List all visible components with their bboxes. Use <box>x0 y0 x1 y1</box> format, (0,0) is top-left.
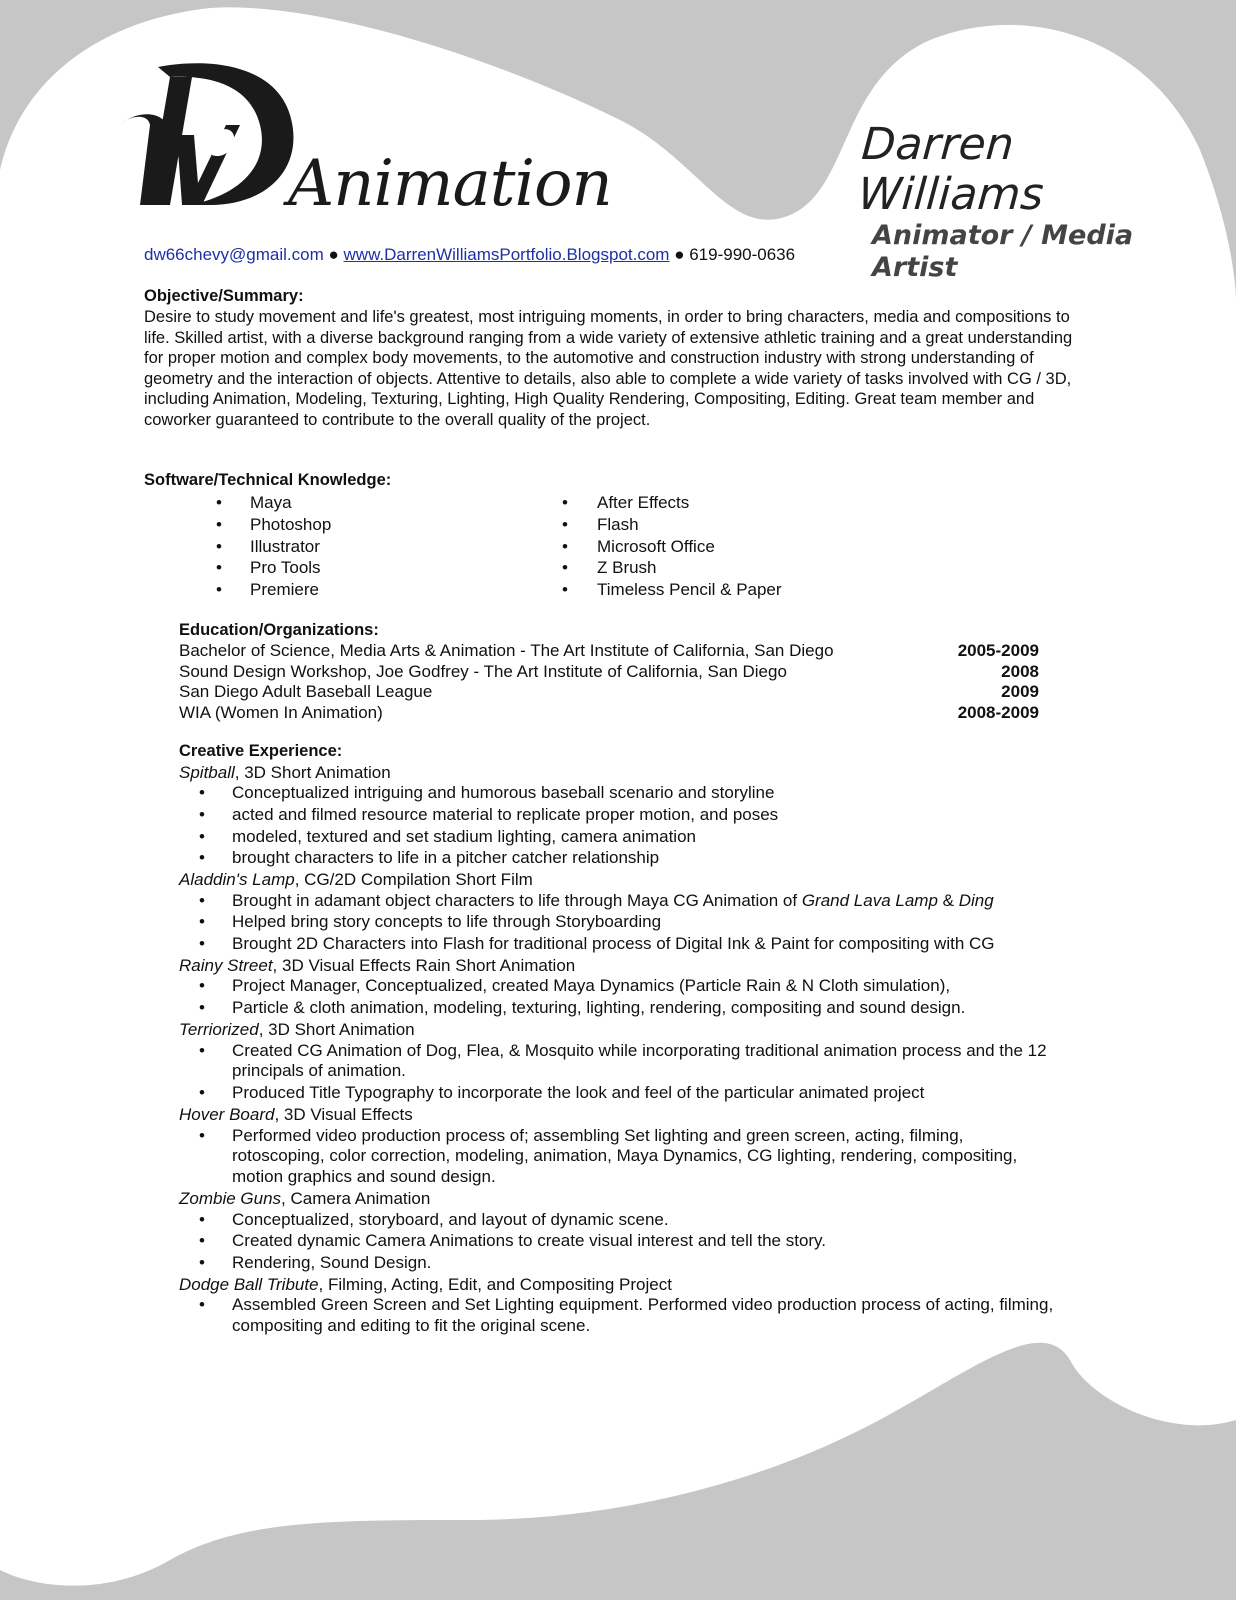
person-name: Darren Williams <box>856 119 1046 220</box>
project-title <box>179 869 1059 890</box>
project-name: Hover Board <box>179 1105 275 1125</box>
project-name: Zombie Guns <box>179 1189 282 1209</box>
education-name: San Diego Adult Baseball League <box>179 682 433 702</box>
project-bullet: • Produced Title Typography to incorporate the look and feel of the particular animated project <box>179 1083 1059 1105</box>
software-heading: Software/Technical Knowledge: <box>144 471 392 489</box>
software-list-left <box>144 492 494 601</box>
contact-line <box>144 245 795 265</box>
project-desc: , 3D Short Animation <box>258 1020 415 1040</box>
project-name: Terriorized <box>179 1020 259 1040</box>
project-bullet: • Project Manager, Conceptualized, created Maya Dynamics (Particle Rain & N Cloth simulation), <box>179 976 1059 998</box>
project-bullet: • Brought 2D Characters into Flash for traditional process of Digital Ink & Paint for compositing with CG <box>179 933 1059 955</box>
objective-heading: Objective/Summary: <box>144 287 304 305</box>
project-desc: , 3D Visual Effects Rain Short Animation <box>272 956 576 976</box>
software-section <box>144 470 1044 601</box>
project-bullet: • modeled, textured and set stadium lighting, camera animation <box>179 826 1059 848</box>
education-year: 2009 <box>1001 682 1039 702</box>
separator: ● <box>674 245 685 264</box>
education-name: WIA (Women In Animation) <box>179 702 383 722</box>
project-bullets <box>179 1125 1059 1188</box>
project-desc: , Filming, Acting, Edit, and Compositing Project <box>318 1275 672 1295</box>
project-desc: , 3D Visual Effects <box>274 1105 413 1125</box>
education-name: Sound Design Workshop, Joe Godfrey - The Art Institute of California, San Diego <box>179 661 787 681</box>
website-link[interactable]: www.DarrenWilliamsPortfolio.Blogspot.com <box>343 245 670 264</box>
project-title <box>179 1188 1059 1209</box>
software-item: • Timeless Pencil & Paper <box>494 579 782 601</box>
project-bullets <box>179 890 1059 955</box>
software-item: • Flash <box>494 514 782 536</box>
project-title <box>179 1274 1059 1295</box>
software-item: • Photoshop <box>144 514 494 536</box>
software-item: • Microsoft Office <box>494 536 782 558</box>
project-bullet: • Assembled Green Screen and Set Lighting equipment. Performed video production process of acting, filming, compositing and editing to fit the original scene. <box>179 1295 1059 1337</box>
project-bullets <box>179 1040 1059 1104</box>
education-row <box>179 703 1039 724</box>
education-row <box>179 662 1039 683</box>
project-bullet: • acted and filmed resource material to replicate proper motion, and poses <box>179 805 1059 827</box>
project-bullet: • Rendering, Sound Design. <box>179 1252 1059 1274</box>
education-year: 2008-2009 <box>957 702 1039 722</box>
project-bullet: • brought characters to life in a pitcher catcher relationship <box>179 848 1059 870</box>
project-bullet: • Created dynamic Camera Animations to create visual interest and tell the story. <box>179 1231 1059 1253</box>
software-item: • Z Brush <box>494 557 782 579</box>
education-section <box>179 620 1039 723</box>
objective-section <box>144 286 1084 430</box>
project-title <box>179 1019 1059 1040</box>
project-name: Dodge Ball Tribute <box>179 1275 319 1295</box>
project-desc: , Camera Animation <box>281 1189 431 1209</box>
project-bullet: • Created CG Animation of Dog, Flea, & Mosquito while incorporating traditional animation process and the 12 principals of animation. <box>179 1040 1059 1082</box>
project-bullet: • Conceptualized, storyboard, and layout of dynamic scene. <box>179 1209 1059 1231</box>
name-block <box>856 119 1180 284</box>
project-bullet: • Conceptualized intriguing and humorous baseball scenario and storyline <box>179 783 1059 805</box>
project-title <box>179 762 1059 783</box>
project-name: Rainy Street <box>179 956 273 976</box>
project-bullet: • Helped bring story concepts to life through Storyboarding <box>179 912 1059 934</box>
project-bullets <box>179 1295 1059 1337</box>
objective-text: Desire to study movement and life's greatest, most intriguing moments, in order to bring characters, media and compositions to life. Skilled artist, with a diverse background ranging from a wide variety of extensive athletic training and a great understanding for proper motion and complex body movements, to the automotive and construction industry with strong understanding of geometry and the interaction of objects. Attentive to details, also able to complete a wide variety of tasks involved with CG / 3D, including Animation, Modeling, Texturing, Lighting, High Quality Rendering, Compositing, Editing. Great team member and coworker guaranteed to contribute to the overall quality of the project. <box>144 308 1073 429</box>
dw-animation-logo <box>100 55 620 225</box>
project-name: Spitball <box>179 763 235 782</box>
education-name: Bachelor of Science, Media Arts & Animation - The Art Institute of California, San Diego <box>179 641 834 660</box>
project-name: Aladdin's Lamp <box>179 870 295 890</box>
experience-heading: Creative Experience: <box>179 742 343 760</box>
project-desc: , 3D Short Animation <box>234 763 391 782</box>
software-list-right <box>494 492 782 601</box>
education-row <box>179 682 1039 703</box>
software-item: • Premiere <box>144 579 494 601</box>
person-title: Animator / Media Artist <box>872 220 1134 283</box>
project-list <box>179 762 1059 1337</box>
software-item: • Pro Tools <box>144 557 494 579</box>
project-bullet: • Performed video production process of; assembling Set lighting and green screen, acting, filming, rotoscoping, color correction, modeling, animation, Maya Dynamics, CG lighting, rendering, compositing, motion graphics and sound design. <box>179 1125 1059 1188</box>
logo-word: Animation <box>288 147 612 221</box>
education-heading: Education/Organizations: <box>179 621 379 639</box>
experience-section <box>179 741 1059 1337</box>
email-link[interactable]: dw66chevy@gmail.com <box>144 245 324 264</box>
education-year: 2005-2009 <box>957 641 1039 660</box>
project-bullets <box>179 976 1059 1019</box>
software-item: • Illustrator <box>144 536 494 558</box>
software-item: • Maya <box>144 492 494 514</box>
project-title <box>179 955 1059 976</box>
project-bullets <box>179 783 1059 869</box>
software-item: • After Effects <box>494 492 782 514</box>
project-bullets <box>179 1209 1059 1274</box>
phone-number: 619-990-0636 <box>689 245 796 264</box>
education-row <box>179 641 1039 662</box>
education-list <box>179 641 1039 723</box>
project-bullet: • Brought in adamant object characters to life through Maya CG Animation of Grand Lava Lamp & Ding <box>179 890 1059 912</box>
project-desc: , CG/2D Compilation Short Film <box>294 870 533 890</box>
separator: ● <box>328 245 339 264</box>
education-year: 2008 <box>1001 661 1039 681</box>
project-bullet: • Particle & cloth animation, modeling, texturing, lighting, rendering, compositing and sound design. <box>179 998 1059 1020</box>
project-title <box>179 1104 1059 1125</box>
